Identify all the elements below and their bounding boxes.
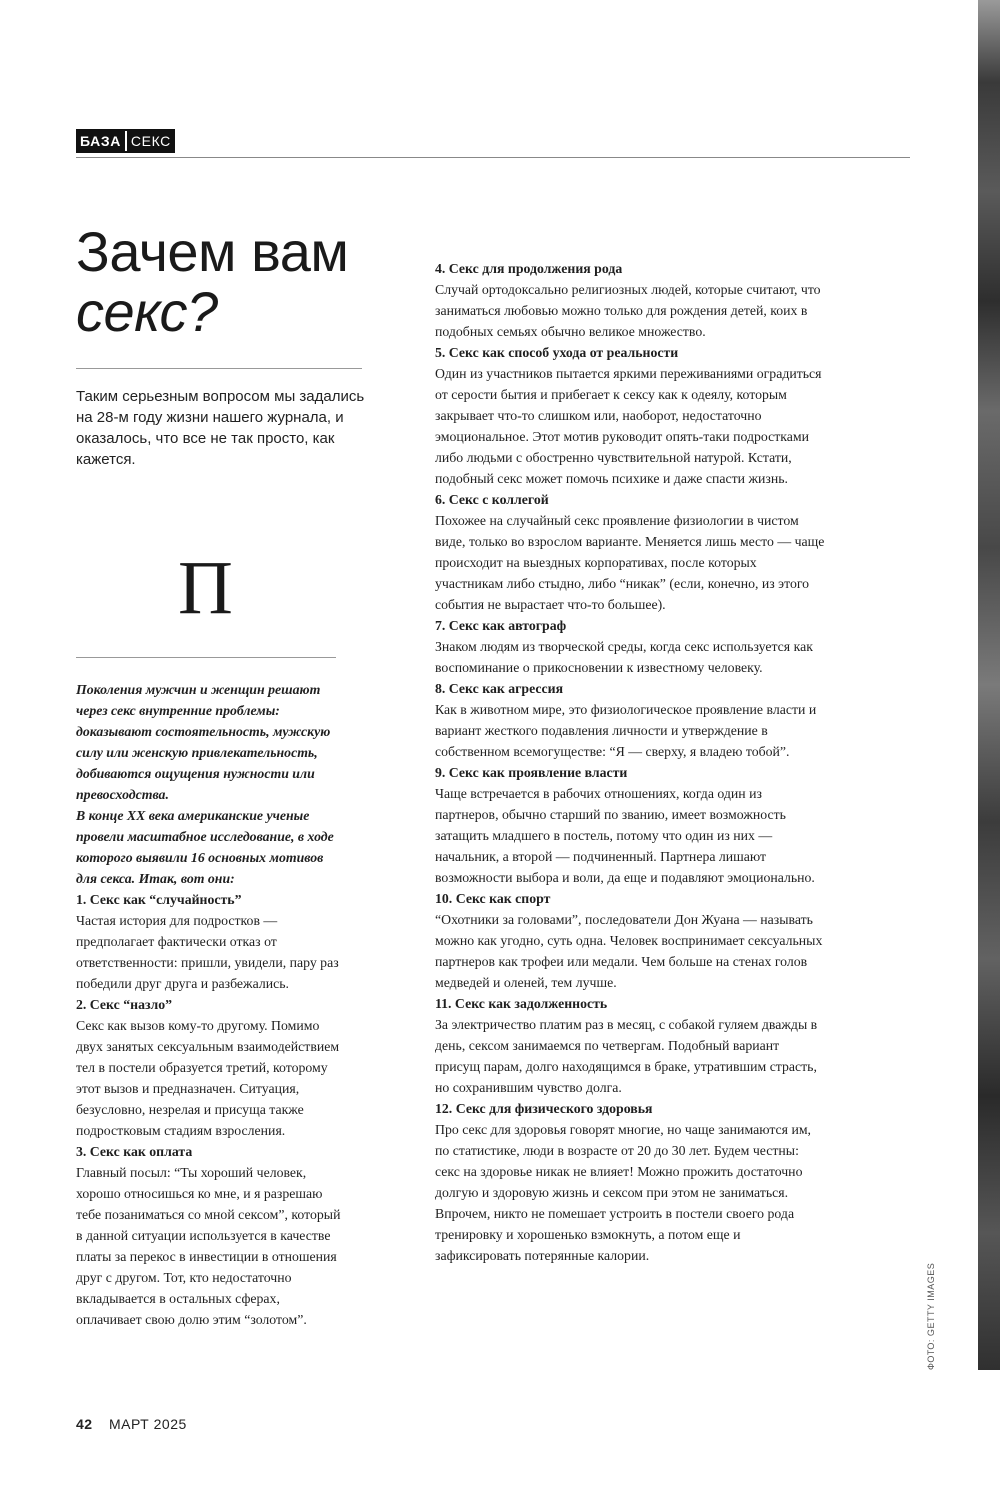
- photo-credit: ФОТО: GETTY IMAGES: [926, 1262, 936, 1370]
- drop-cap-rule: [76, 657, 336, 658]
- item-title: 6. Секс с коллегой: [435, 492, 549, 507]
- headline-rule: [76, 368, 362, 369]
- item-text: Один из участников пытается яркими переживаниями оградиться от серости бытия и прибегает к сексу как к одеялу, которым закрывает что-то слишком или, наоборот, недостаточно эмоциональное. Этот мотив руководит опять-таки подростками либо людьми с обостренно чувствительной натурой. Кстати, подобный секс может помочь психике и даже спасти жизнь.: [435, 366, 822, 486]
- intro-paragraph: Поколения мужчин и женщин решают через секс внутренние проблемы: доказывают состоятельность, мужскую силу или женскую привлекательность, добиваются ощущения нужности или превосходства.: [76, 682, 331, 802]
- item-title: 9. Секс как проявление власти: [435, 765, 628, 780]
- item-text: Похожее на случайный секс проявление физиологии в чистом виде, только во взрослом варианте. Меняется лишь место — чаще происходит на выездных корпоративах, после которых участникам либо стыдно, либо “никак” (если, конечно, из этого события не вырастает что-то большее).: [435, 513, 825, 612]
- drop-cap: П: [178, 546, 233, 630]
- section-tag: [76, 129, 175, 153]
- item-title: 8. Секс как агрессия: [435, 681, 564, 696]
- section-sub: СЕКС: [130, 133, 171, 149]
- item-text: Как в животном мире, это физиологическое проявление власти и вариант жесткого подавления личности и утверждение в собственном всемогуществе: “Я — сверху, я владею тобой”.: [435, 702, 817, 759]
- item-title: 11. Секс как задолженность: [435, 996, 608, 1011]
- issue-date: МАРТ 2025: [108, 1416, 187, 1432]
- headline-line-2: секс?: [76, 280, 218, 343]
- page-footer: [76, 1416, 187, 1432]
- item-text: Главный посыл: “Ты хороший человек, хорошо относишься ко мне, и я разрешаю тебе позаниматься со мной сексом”, который в данной ситуации используется в качестве платы за перекос в инвестиции в отношения друг с другом. Тот, кто недостаточно вкладывается в остальных сферах, оплачивает свою долю этим “золотом”.: [76, 1165, 341, 1327]
- item-text: Знаком людям из творческой среды, когда секс используется как воспоминание о прикосновении к известному человеку.: [435, 639, 813, 675]
- column-right: [435, 258, 825, 1266]
- item-title: 5. Секс как способ ухода от реальности: [435, 345, 679, 360]
- headline: [76, 222, 376, 342]
- item-title: 12. Секс для физического здоровья: [435, 1101, 653, 1116]
- headline-line-1: Зачем вам: [76, 220, 349, 283]
- section-divider: [125, 131, 127, 151]
- photo-edge: [978, 0, 1000, 1370]
- item-text: Частая история для подростков — предполагает фактически отказ от ответственности: пришли, увидели, пару раз победили друг друга и разбежались.: [76, 913, 339, 991]
- item-title: 3. Секс как оплата: [76, 1144, 193, 1159]
- item-text: “Охотники за головами”, последователи Дон Жуана — называть можно как угодно, суть одна. Человек воспринимает сексуальных партнеров как трофеи или медали. Чем больше на стенах голов медведей и оленей, тем лучше.: [435, 912, 823, 990]
- intro-paragraph: В конце XX века американские ученые провели масштабное исследование, в ходе которого выявили 16 основных мотивов для секса. Итак, вот они:: [76, 808, 334, 886]
- item-text: Чаще встречается в рабочих отношениях, когда один из партнеров, обычно старший по званию, имеет возможность затащить младшего в постель, потому что один из них — начальник, а второй — подчиненный. Партнера лишают возможности выбора и воли, да еще и подавляют эмоционально.: [435, 786, 815, 885]
- lead-paragraph: Таким серьезным вопросом мы задались на 28-м году жизни нашего журнала, и оказалось, что все не так просто, как кажется.: [76, 388, 365, 468]
- item-title: 1. Секс как “случайность”: [76, 892, 242, 907]
- page-number: 42: [76, 1416, 93, 1432]
- item-title: 4. Секс для продолжения рода: [435, 261, 623, 276]
- item-title: 2. Секс “назло”: [76, 997, 173, 1012]
- item-text: Про секс для здоровья говорят многие, но чаще занимаются им, по статистике, люди в возрасте от 20 до 30 лет. Будем честны: секс на здоровье никак не влияет! Можно прожить достаточно долгую и здоровую жизнь и сексом при этом не заниматься. Впрочем, никто не помешает устроить в постели своего рода тренировку и хорошенько взмокнуть, а потом еще и зафиксировать потерянные калории.: [435, 1122, 812, 1263]
- item-text: За электричество платим раз в месяц, с собакой гуляем дважды в день, сексом занимаемся по четвергам. Подобный вариант присущ парам, долго находящимся в браке, утратившим страсть, но сохранившим чувство долга.: [435, 1017, 818, 1095]
- item-title: 10. Секс как спорт: [435, 891, 551, 906]
- item-text: Секс как вызов кому-то другому. Помимо двух занятых сексуальным взаимодействием тел в постели образуется третий, которому этот вызов и предназначен. Ситуация, безусловно, незрелая и присуща также подростковым стадиям взросления.: [76, 1018, 340, 1138]
- item-text: Случай ортодоксально религиозных людей, которые считают, что заниматься любовью можно только для рождения детей, коих в подобных семьях обычно великое множество.: [435, 282, 821, 339]
- item-title: 7. Секс как автограф: [435, 618, 567, 633]
- top-rule: [76, 157, 910, 158]
- column-left: [76, 679, 346, 1330]
- section-main: БАЗА: [80, 133, 121, 149]
